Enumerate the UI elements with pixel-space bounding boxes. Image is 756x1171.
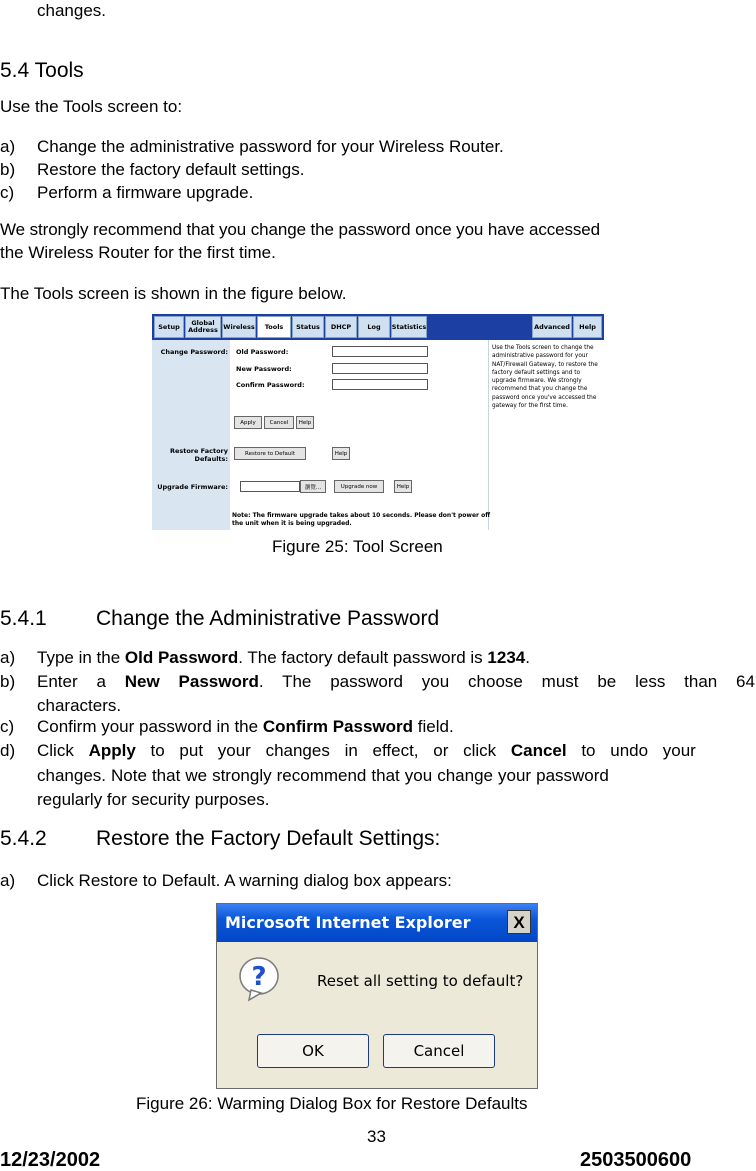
figure-caption: Figure 26: Warming Dialog Box for Restore Defaults xyxy=(136,1094,528,1113)
figure-caption: Figure 25: Tool Screen xyxy=(272,537,443,556)
recommend-line2: the Wireless Router for the first time. xyxy=(0,243,276,262)
upgrade-help-button[interactable]: Help xyxy=(394,480,412,493)
tools-screen-figure xyxy=(152,314,604,530)
dialog-title: Microsoft Internet Explorer xyxy=(225,913,471,932)
confirm-password-input[interactable] xyxy=(332,379,428,390)
svg-text:?: ? xyxy=(251,962,267,992)
footer-date: 12/23/2002 xyxy=(0,1149,101,1171)
warning-dialog xyxy=(216,903,538,1089)
confirm-password-label: Confirm Password: xyxy=(236,381,305,389)
tab-tools[interactable]: Tools xyxy=(257,316,291,338)
footer-doc-id: 2503500600 xyxy=(580,1149,692,1171)
tools-description: Use the Tools screen to change the administrative password for your NAT/Firewall Gateway, to restore the factory default settings and to upgrade firmware. We strongly recommend that you change the password once you've accessed the gateway for the first time. xyxy=(492,345,598,410)
new-password-input[interactable] xyxy=(332,363,428,374)
tab-advanced[interactable]: Advanced xyxy=(532,316,572,338)
close-icon[interactable]: X xyxy=(507,910,531,934)
document-page: changes. 5.4 Tools Use the Tools screen to: a) Change the administrative password for your Wireless Router. b) Restore the factory default settings. c) Perform a firmware upgrade. We strongly recommend that you change the password once you have accessed the Wireless Router for the first time. The Tools screen is shown in the figure below. Setup Global Address Wireless Tools Status DHCP Log Statistics Advanced Help Change Password: Old Password: New Password: Confirm Password: Apply Cancel Help Restore Factory Defaults: Restore to Default Help Upgrade Firmware: 瀏覽... Upgrade now Help Use the Tools screen to change the administrative password for your NAT/Firewall Gateway, to restore the factory default settings and to upgrade firmware. We strongly recommend that you change the password once you've accessed the gateway for the first time. Note: The firmware upgrade takes about 10 seconds. Please don't power off the unit when it is being upgraded. Figure 25: Tool Screen 5.4.1 Change the Administrative Password a) Type in the Old Password. The factory default password is 1234. b) Enter a New Password. The password you choose must be less than 64 characters. c) Confirm your password in the Confirm Password field. d) Click Apply to put your changes in effect, or click Cancel to undo your changes. Note that we strongly recommend that you change your password regularly for security purposes. 5.4.2 Restore the Factory Default Settings: a) Click Restore to Default. A warning dialog box appears: Microsoft Internet Explorer X ? Reset all setting to default? OK Cancel Figure 26: Warming Dialog Box for Restore Defaults 33 12/23/2002 2503500600 xyxy=(0,1,755,1171)
list-item-continuation: regularly for security purposes. xyxy=(37,790,270,809)
change-password-label: Change Password: xyxy=(160,348,228,356)
tab-dhcp[interactable]: DHCP xyxy=(325,316,357,338)
list-item: c) Confirm your password in the Confirm Password field. xyxy=(0,717,454,736)
label-column xyxy=(152,340,230,530)
new-password-label: New Password: xyxy=(236,365,292,373)
continued-text: changes. xyxy=(37,1,106,20)
firmware-note: Note: The firmware upgrade takes about 10 seconds. Please don't power off the unit when it is being upgraded. xyxy=(232,512,491,527)
apply-button[interactable]: Apply xyxy=(234,416,262,429)
ok-button[interactable]: OK xyxy=(257,1034,369,1068)
dialog-title-bar xyxy=(217,904,537,942)
recommend-line1: We strongly recommend that you change the password once you have accessed xyxy=(0,220,601,239)
restore-defaults-label: Restore Factory Defaults: xyxy=(169,447,228,463)
list-item: d) Click Apply to put your changes in effect, or click Cancel to undo your xyxy=(0,741,696,760)
dialog-cancel-button[interactable]: Cancel xyxy=(383,1034,495,1068)
browse-button[interactable]: 瀏覽... xyxy=(300,480,326,493)
tab-setup[interactable]: Setup xyxy=(154,316,184,338)
list-item: b) Enter a New Password. The password you choose must be less than 64 xyxy=(0,672,755,691)
list-item-continuation: changes. Note that we strongly recommend that you change your password xyxy=(37,766,609,785)
section-intro: Use the Tools screen to: xyxy=(0,97,183,116)
restore-default-button[interactable]: Restore to Default xyxy=(234,447,306,460)
list-item-continuation: characters. xyxy=(37,696,122,715)
old-password-input[interactable] xyxy=(332,346,428,357)
help-button[interactable]: Help xyxy=(296,416,314,429)
list-item: b) Restore the factory default settings. xyxy=(0,160,305,179)
tab-wireless[interactable]: Wireless xyxy=(222,316,256,338)
restore-help-button[interactable]: Help xyxy=(332,447,350,460)
tab-bar xyxy=(152,314,604,340)
firmware-file-input[interactable] xyxy=(240,481,300,492)
tab-help[interactable]: Help xyxy=(573,316,602,338)
upgrade-now-button[interactable]: Upgrade now xyxy=(334,480,384,493)
tab-status[interactable]: Status xyxy=(292,316,324,338)
section-heading: 5.4 Tools xyxy=(0,59,84,82)
dialog-message: Reset all setting to default? xyxy=(317,972,524,990)
tab-statistics[interactable]: Statistics xyxy=(391,316,427,338)
figure-intro: The Tools screen is shown in the figure below. xyxy=(0,284,347,303)
tab-global-address[interactable]: Global Address xyxy=(185,316,221,338)
question-icon xyxy=(239,956,279,1002)
tab-log[interactable]: Log xyxy=(358,316,390,338)
list-item: a) Change the administrative password for your Wireless Router. xyxy=(0,137,504,156)
old-password-label: Old Password: xyxy=(236,348,289,356)
upgrade-firmware-label: Upgrade Firmware: xyxy=(157,483,228,491)
cancel-button[interactable]: Cancel xyxy=(264,416,294,429)
list-item: c) Perform a firmware upgrade. xyxy=(0,183,254,202)
page-number: 33 xyxy=(367,1127,386,1146)
list-item: a) Type in the Old Password. The factory default password is 1234. xyxy=(0,648,530,667)
list-item: a) Click Restore to Default. A warning dialog box appears: xyxy=(0,871,452,890)
